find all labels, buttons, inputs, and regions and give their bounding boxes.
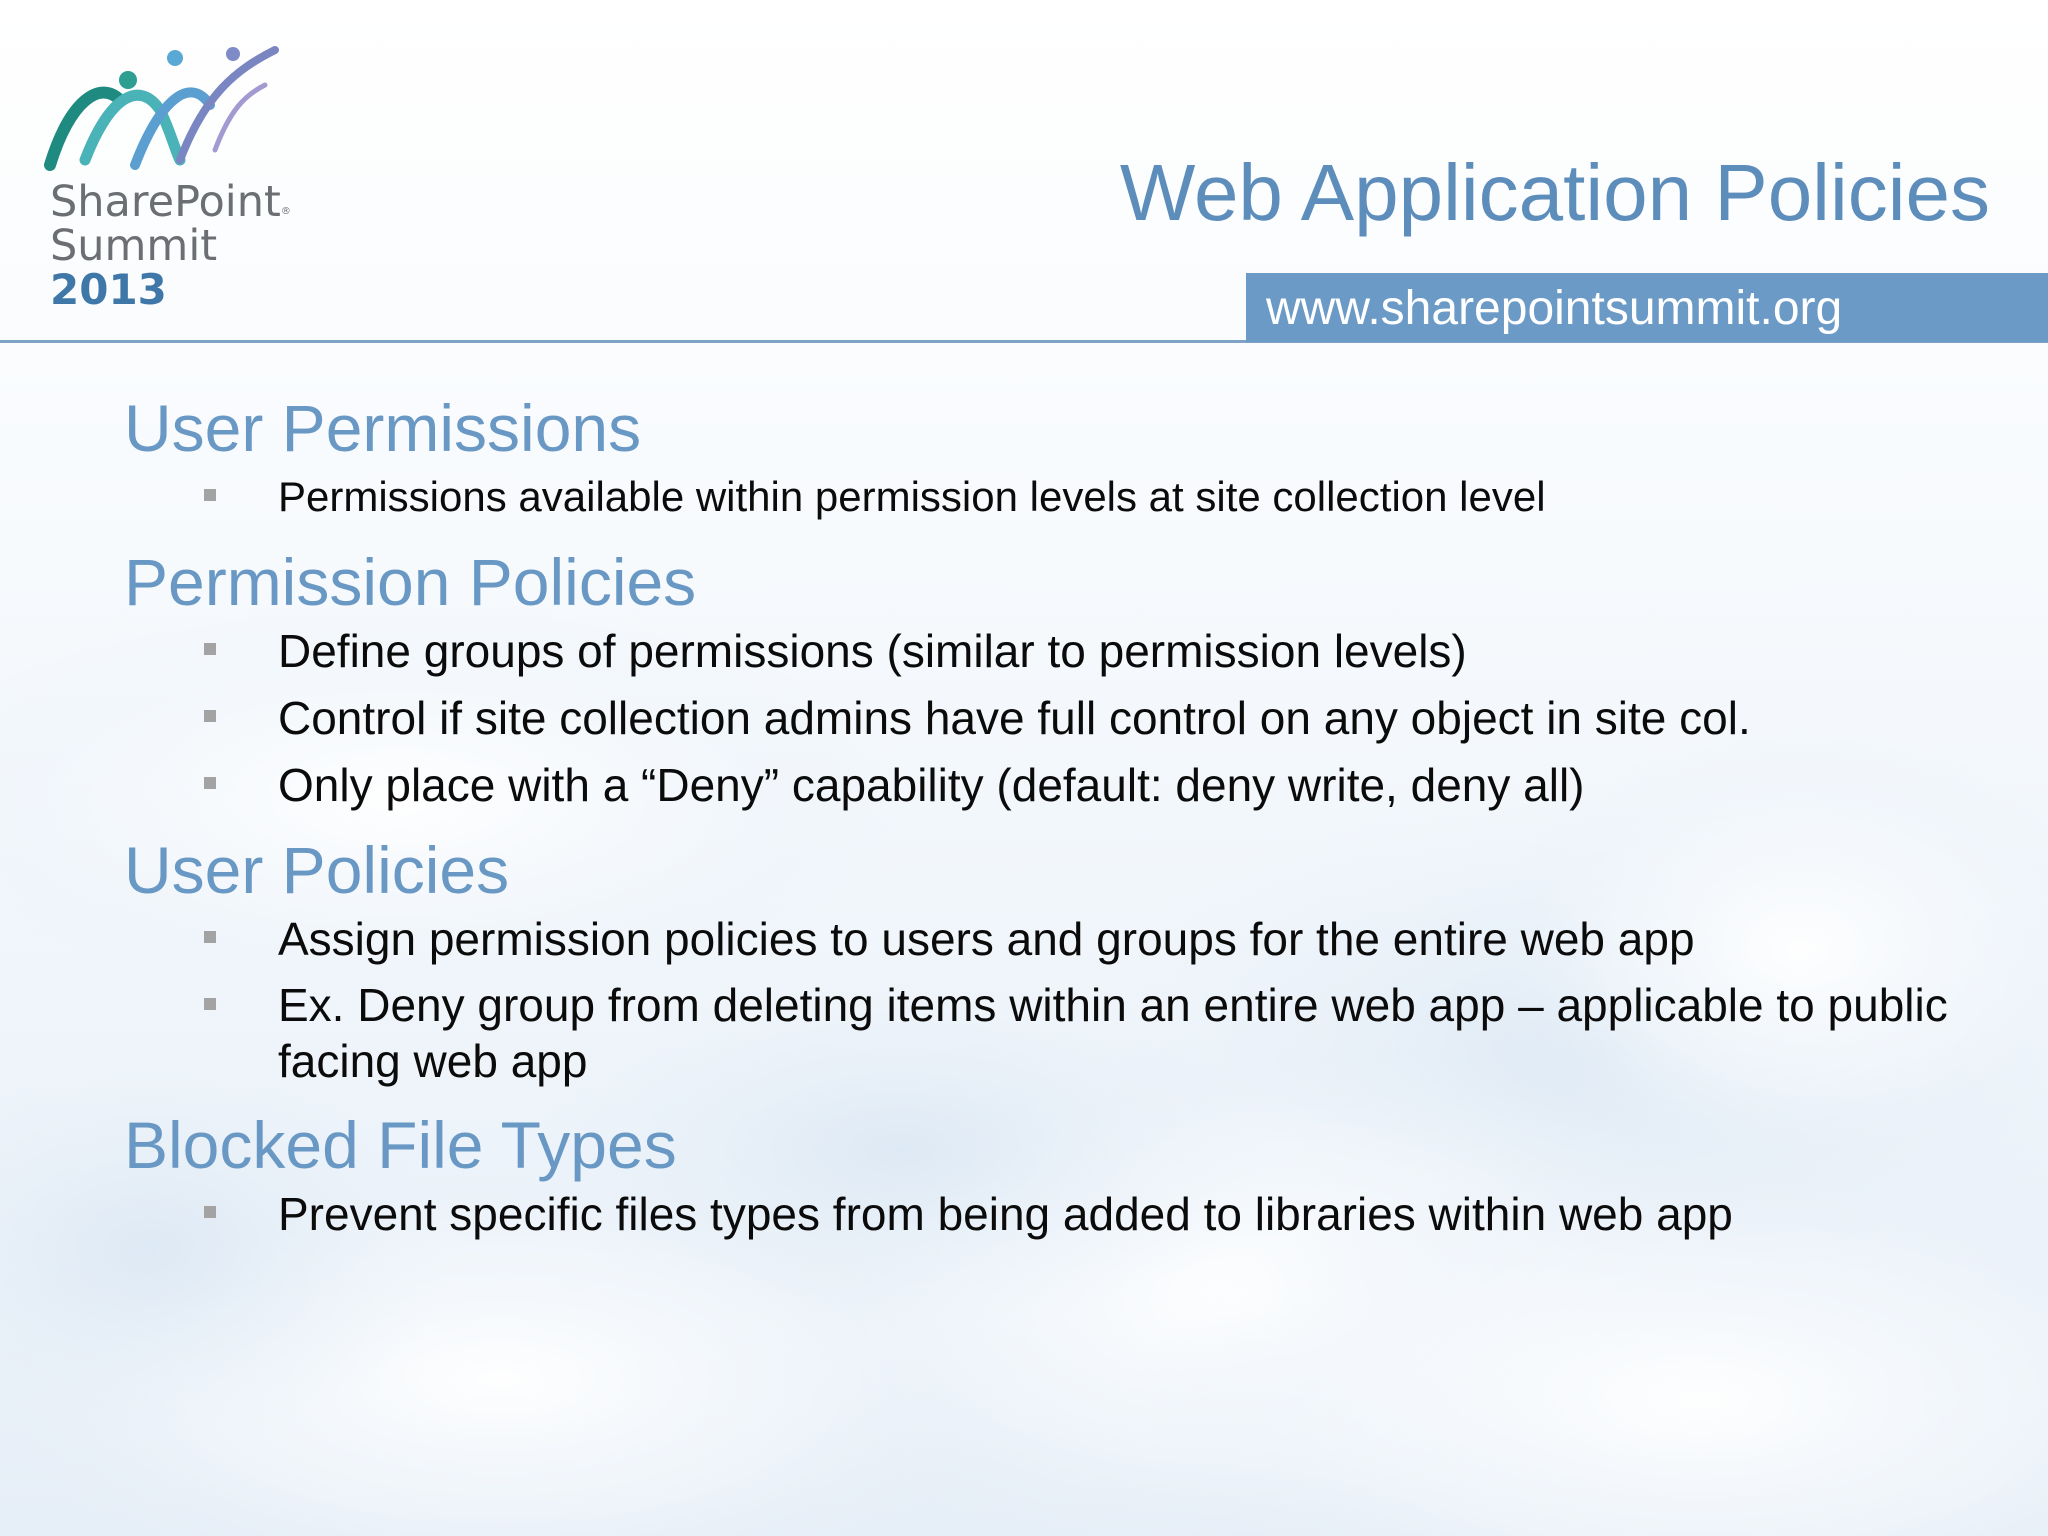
- bullet-item: Ex. Deny group from deleting items within an entire web app – applicable to public facing web app: [124, 977, 2004, 1089]
- bullet-item: Only place with a “Deny” capability (default: deny write, deny all): [124, 756, 2004, 814]
- url-banner: [1246, 273, 2048, 342]
- website-url: www.sharepointsummit.org: [1266, 282, 1843, 335]
- section-heading: Blocked File Types: [124, 1108, 677, 1182]
- logo-line-summit: Summit: [50, 221, 218, 271]
- logo-wordmark: [50, 177, 291, 314]
- bullet-item: Permissions available within permission levels at site collection level: [124, 468, 2004, 526]
- section-blocked-file-types: [124, 1105, 2004, 1243]
- section-heading: User Policies: [124, 833, 510, 907]
- bullet-list: [124, 468, 2004, 526]
- bullet-item: Control if site collection admins have full control on any object in site col.: [124, 689, 2004, 747]
- logo-line-sharepoint: SharePoint®: [50, 177, 291, 227]
- registered-mark: ®: [280, 206, 291, 217]
- bullet-list: [124, 622, 2004, 814]
- square-bullet-icon: [204, 777, 216, 789]
- logo-figures-icon: [40, 40, 320, 180]
- square-bullet-icon: [204, 489, 216, 501]
- bullet-item: Assign permission policies to users and groups for the entire web app: [124, 910, 2004, 968]
- section-user-policies: [124, 830, 2004, 1089]
- section-heading: User Permissions: [124, 391, 642, 465]
- logo-year: 2013: [50, 265, 167, 314]
- bullet-list: [124, 1185, 2004, 1243]
- square-bullet-icon: [204, 710, 216, 722]
- square-bullet-icon: [204, 931, 216, 943]
- section-heading: Permission Policies: [124, 545, 697, 619]
- section-user-permissions: [124, 388, 2004, 526]
- bullet-item: Define groups of permissions (similar to permission levels): [124, 622, 2004, 680]
- square-bullet-icon: [204, 998, 216, 1010]
- bullet-item: Prevent specific files types from being added to libraries within web app: [124, 1185, 2004, 1243]
- slide-title: Web Application Policies: [1119, 148, 1990, 237]
- bullet-list: [124, 910, 2004, 1089]
- section-permission-policies: [124, 542, 2004, 814]
- slide-content: [124, 388, 2004, 1252]
- square-bullet-icon: [204, 643, 216, 655]
- square-bullet-icon: [204, 1206, 216, 1218]
